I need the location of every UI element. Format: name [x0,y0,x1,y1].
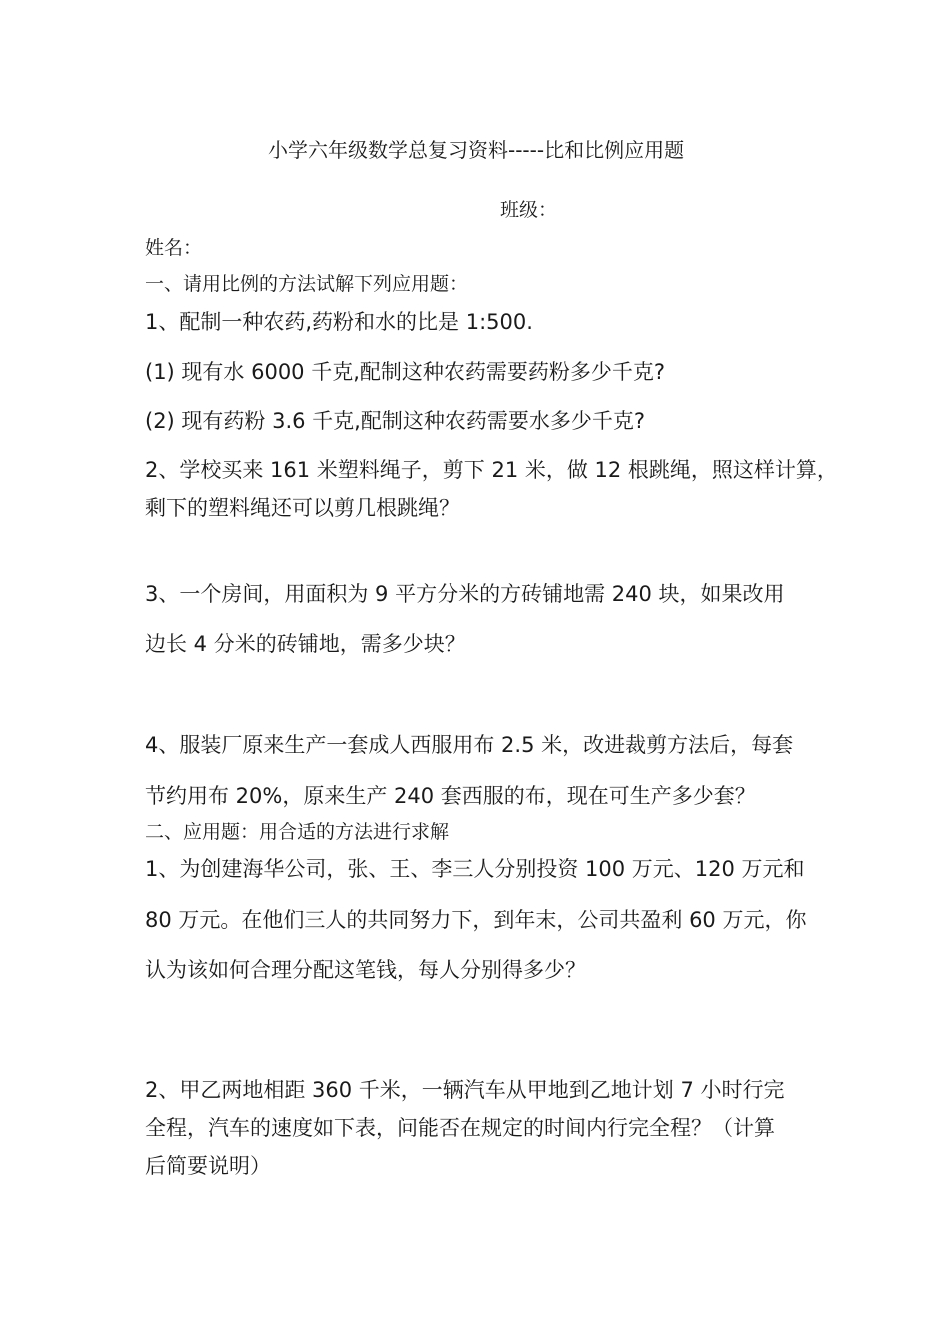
s1-q3-line2: 边长 4 分米的砖铺地，需多少块？ [145,632,466,656]
s1-q1-intro: 1、配制一种农药,药粉和水的比是 1:500. [145,310,533,334]
class-label: 班级： [500,199,558,221]
section2-heading: 二、应用题：用合适的方法进行求解 [145,821,450,843]
s1-q2-line1: 2、学校买来 161 米塑料绳子，剪下 21 米，做 12 根跳绳，照这样计算， [145,458,838,482]
section1-heading: 一、请用比例的方法试解下列应用题： [145,273,469,295]
s1-q1-part2: (2) 现有药粉 3.6 千克,配制这种农药需要水多少千克? [145,409,645,433]
s1-q4-line2: 节约用布 20%，原来生产 240 套西服的布，现在可生产多少套？ [145,784,756,808]
s1-q2-line2: 剩下的塑料绳还可以剪几根跳绳？ [145,496,460,520]
s2-q2-line1: 2、甲乙两地相距 360 千米，一辆汽车从甲地到乙地计划 7 小时行完 [145,1078,785,1102]
s1-q1-part1: (1) 现有水 6000 千克,配制这种农药需要药粉多少千克? [145,360,666,384]
s1-q4-line1: 4、服装厂原来生产一套成人西服用布 2.5 米，改进裁剪方法后，每套 [145,733,794,757]
s2-q2-line2: 全程，汽车的速度如下表，问能否在规定的时间内行完全程？（计算 [145,1116,775,1140]
s2-q1-line2: 80 万元。在他们三人的共同努力下，到年末，公司共盈利 60 万元，你 [145,908,807,932]
s1-q3-line1: 3、一个房间，用面积为 9 平方分米的方砖铺地需 240 块，如果改用 [145,582,785,606]
page-title: 小学六年级数学总复习资料-----比和比例应用题 [268,138,685,162]
name-label: 姓名： [145,237,203,259]
s2-q2-line3: 后简要说明） [145,1154,271,1178]
s2-q1-line3: 认为该如何合理分配这笔钱，每人分别得多少？ [145,958,586,982]
s2-q1-line1: 1、为创建海华公司，张、王、李三人分别投资 100 万元、120 万元和 [145,857,805,881]
